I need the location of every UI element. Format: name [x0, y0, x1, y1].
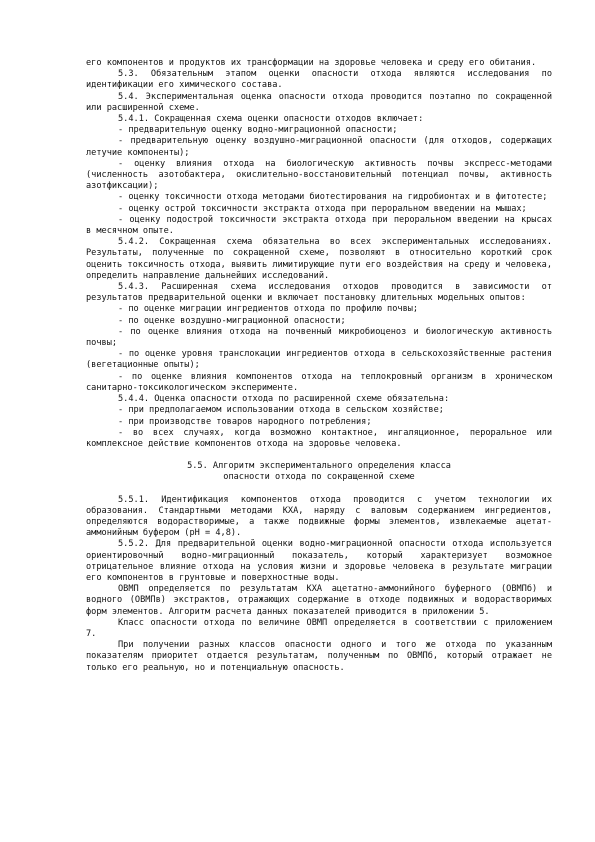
paragraph: 5.3. Обязательным этапом оценки опасности отхода являются исследования по идентификации его химического состава. — [86, 69, 552, 91]
paragraph: - при предполагаемом использовании отхода в сельском хозяйстве; — [118, 405, 444, 416]
paragraph: 5.4.4. Оценка опасности отхода по расширенной схеме обязательна: — [118, 394, 450, 405]
paragraph: - по оценке уровня транслокации ингредиентов отхода в сельскохозяйственные растения (вегетационные опыты); — [86, 349, 552, 371]
paragraph: его компонентов и продуктов их трансформации на здоровье человека и среду его обитания. — [86, 58, 537, 68]
paragraph: 5.4.3. Расширенная схема исследования отходов проводится в зависимости от результатов предварительной оценки и включает постановку длительных модельных опытов: — [86, 282, 552, 304]
paragraph: - предварительную оценку воздушно-миграционной опасности (для отходов, содержащих летучие компоненты); — [86, 136, 552, 158]
paragraph: ОВМП определяется по результатам КХА ацетатно-аммонийного буферного (ОВМПб) и водного (ОВМПв) экстрактов, отражающих содержание в отходе подвижных и водорастворимых форм элементов. Алгоритм расчета данных показателей приводится в приложении 5. — [86, 584, 552, 617]
paragraph: 5.5.2. Для предварительной оценки водно-миграционной опасности отхода используется ориентировочный водно-миграционный показатель, который характеризует возможное отрицательное влияние отхода на условия жизни и здоровье человека в результате миграции его компонентов в грунтовые и поверхностные воды. — [86, 539, 552, 583]
paragraph-spacer — [86, 450, 552, 461]
paragraph-spacer — [86, 484, 552, 495]
paragraph: 5.4. Экспериментальная оценка опасности отхода проводится поэтапно по сокращенной или расширенной схеме. — [86, 91, 552, 113]
paragraph: При получении разных классов опасности одного и того же отхода по указанным показателям приоритет отдается результатам, полученным по ОВМПб, который отражает не только его реальную, но и потенциальную опасность. — [86, 640, 552, 673]
paragraph: - по оценке миграции ингредиентов отхода по профилю почвы; — [118, 304, 419, 315]
document-body — [86, 58, 552, 674]
section-heading: опасности отхода по сокращенной схеме — [223, 472, 415, 483]
paragraph: - предварительную оценку водно-миграционной опасности; — [118, 125, 398, 136]
paragraph: 5.5.1. Идентификация компонентов отхода проводится с учетом технологии их образования. Стандартными методами КХА, наряду с валовым содержанием ингредиентов, определяются водорастворимые, а также подвижные формы элементов, извлекаемые ацетат-аммонийным буфером (pH = 4,8). — [86, 494, 552, 539]
paragraph: - оценку подострой токсичности экстракта отхода при пероральном введении на крысах в месячном опыте. — [86, 214, 552, 237]
paragraph: - по оценке влияния отхода на почвенный микробиоценоз и биологическую активность почвы; — [86, 326, 552, 349]
paragraph: - по оценке воздушно-миграционной опасности; — [118, 315, 346, 326]
paragraph: - оценку острой токсичности экстракта отхода при пероральном введении на мышах; — [118, 203, 527, 214]
paragraph: - оценку токсичности отхода методами биотестирования на гидробионтах и в фитотесте; — [118, 192, 548, 203]
paragraph: Класс опасности отхода по величине ОВМП определяется в соответствии с приложением 7. — [86, 617, 552, 639]
paragraph: - при производстве товаров народного потребления; — [118, 416, 372, 427]
paragraph: - по оценке влияния компонентов отхода на теплокровный организм в хроническом санитарно-токсикологическом эксперименте. — [86, 371, 552, 393]
paragraph: - во всех случаях, когда возможно контактное, ингаляционное, пероральное или комплексное действие компонентов отхода на здоровье человека. — [86, 427, 552, 449]
paragraph: 5.4.1. Сокращенная схема оценки опасности отходов включает: — [118, 114, 424, 125]
paragraph: - оценку влияния отхода на биологическую активность почвы экспресс-методами (численность азотобактера, окислительно-восстановительный потенциал почвы, активность азотфиксации); — [86, 158, 552, 192]
section-heading: 5.5. Алгоритм экспериментального определения класса — [187, 461, 451, 472]
paragraph: 5.4.2. Сокращенная схема обязательна во всех экспериментальных исследованиях. Результаты, полученные по сокращенной схеме, позволяют в относительно короткий срок оценить токсичность отхода, выявить лимитирующие пути его воздействия на среду и человека, определить направление дальнейших исследований. — [86, 237, 552, 281]
